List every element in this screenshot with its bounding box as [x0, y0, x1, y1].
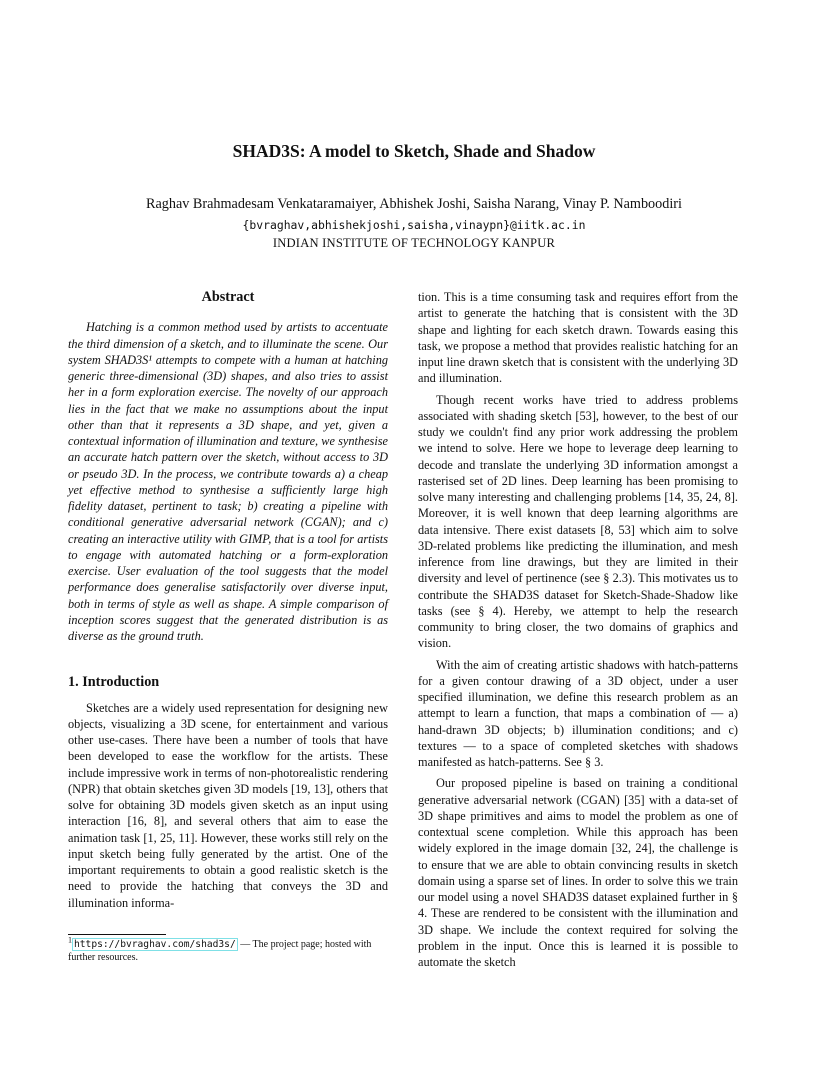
intro-paragraph-4: With the aim of creating artistic shadows with hatch-patterns for a given contour drawing of a 3D object, under a user specified illumination, we define this research problem as an attempt to learn a function, that maps a combination of — a) hand-drawn 3D objects; b) illumination conditions; and c) textures — to a space of completed sketches with shadows manifested as hatch-patterns. See § 3.: [418, 657, 738, 769]
author-emails: {bvraghav,abhishekjoshi,saisha,vinaypn}@iitk.ac.in: [242, 218, 586, 232]
intro-paragraph-1: Sketches are a widely used representation for designing new objects, visualizing a 3D scene, for entertainment and various other use-cases. There have been a number of tools that have been developed to ease the workflow for the artists. These include impressive work in terms of non-photorealistic rendering (NPR) that obtain sketches given 3D models [19, 13], others that solve for obtaining 3D models given sketch as an input using interaction [16, 8], and several others that aim to ease the animation task [1, 25, 11]. However, these works still rely on the input sketch being fully generated by the artist. One of the important requirements to obtain a good realistic sketch is the need to provide the hatching that conveys the 3D and illumination informa-: [68, 700, 388, 910]
introduction-heading: 1. Introduction: [68, 674, 160, 691]
affiliation: INDIAN INSTITUTE OF TECHNOLOGY KANPUR: [272, 236, 556, 250]
footnote-mark: 1: [68, 935, 72, 945]
abstract-heading: Abstract: [201, 289, 255, 305]
paper-title: SHAD3S: A model to Sketch, Shade and Shadow: [232, 141, 596, 161]
intro-paragraph-5: Our proposed pipeline is based on training a conditional generative adversarial network (CGAN) [35] with a data-set of 3D shape primitives and aims to model the problem as one of contextual scene completion. While this approach has been widely explored in the image domain [32, 24], the challenge is to ensure that we are able to obtain convincing results in sketch domain using a sparse set of lines. In order to solve this we train our model using a novel SHAD3S dataset explained further in § 4. These are rendered to be consistent with the illumination and 3D shape. We include the context required for solving the problem in the input. Once this is learned it is possible to automate the sketch: [418, 776, 738, 969]
footnote-url-link[interactable]: https://bvraghav.com/shad3s/: [74, 939, 236, 950]
footnote-rule: [68, 934, 166, 935]
right-column: [418, 289, 738, 970]
author-list: Raghav Brahmadesam Venkataramaiyer, Abhishek Joshi, Saisha Narang, Vinay P. Namboodiri: [146, 196, 682, 212]
intro-paragraph-3: Though recent works have tried to address problems associated with shading sketch [53], however, to the best of our study we couldn't find any prior work addressing the problem we intend to solve. Here we hope to leverage deep learning to decode and translate the underlying 3D information amongst a rasterised set of 2D lines. Deep learning has been promising to solve many interesting and challenging problems [14, 35, 24, 8]. Moreover, it is well known that deep learning algorithms are data intensive. There exist datasets [8, 53] which aim to solve 3D-related problems like predicting the illumination, and mesh inference from line drawings, but they are limited in their diversity and level of pertinence (see § 2.3). This motivates us to contribute the SHAD3S dataset for Sketch-Shade-Shadow like tasks (see § 4). Hereby, we attempt to help the research community to bring closer, the two domains of graphics and vision.: [418, 392, 738, 651]
left-column: [68, 289, 388, 911]
intro-paragraph-2: tion. This is a time consuming task and requires effort from the artist to generate the hatching that is consistent with the 3D shape and lighting for each sketch drawn. Towards easing this task, we propose a method that provides realistic hatching for an input line drawn sketch that is consistent with the underlying 3D and illumination.: [418, 290, 738, 386]
abstract-text: Hatching is a common method used by artists to accentuate the third dimension of a sketch, and to illuminate the scene. Our system SHAD3S¹ attempts to compete with a human at hatching generic three-dimensional (3D) shapes, and also tries to assist her in a form exploration exercise. The novelty of our approach lies in the fact that we make no assumptions about the input other than that it represents a 3D shape, and yet, given a contextual information of illumination and texture, we synthesise an accurate hatch pattern over the sketch, without access to 3D or pseudo 3D. In the process, we contribute towards a) a cheap yet effective method to synthesise a sufficiently large high fidelity dataset, pertinent to task; b) creating a pipeline with conditional generative adversarial network (CGAN); and c) creating an interactive utility with GIMP, that is a tool for artists to engage with automated hatching or a form-exploration exercise. User evaluation of the tool suggests that the model performance does generalise satisfactorily over diverse input, both in terms of style as well as shape. A simple comparison of inception scores suggest that the generated distribution is as diverse as the ground truth.: [68, 320, 388, 643]
footnote: [68, 935, 388, 964]
footnote-text: — The project page; hosted with further resources.: [68, 939, 372, 963]
